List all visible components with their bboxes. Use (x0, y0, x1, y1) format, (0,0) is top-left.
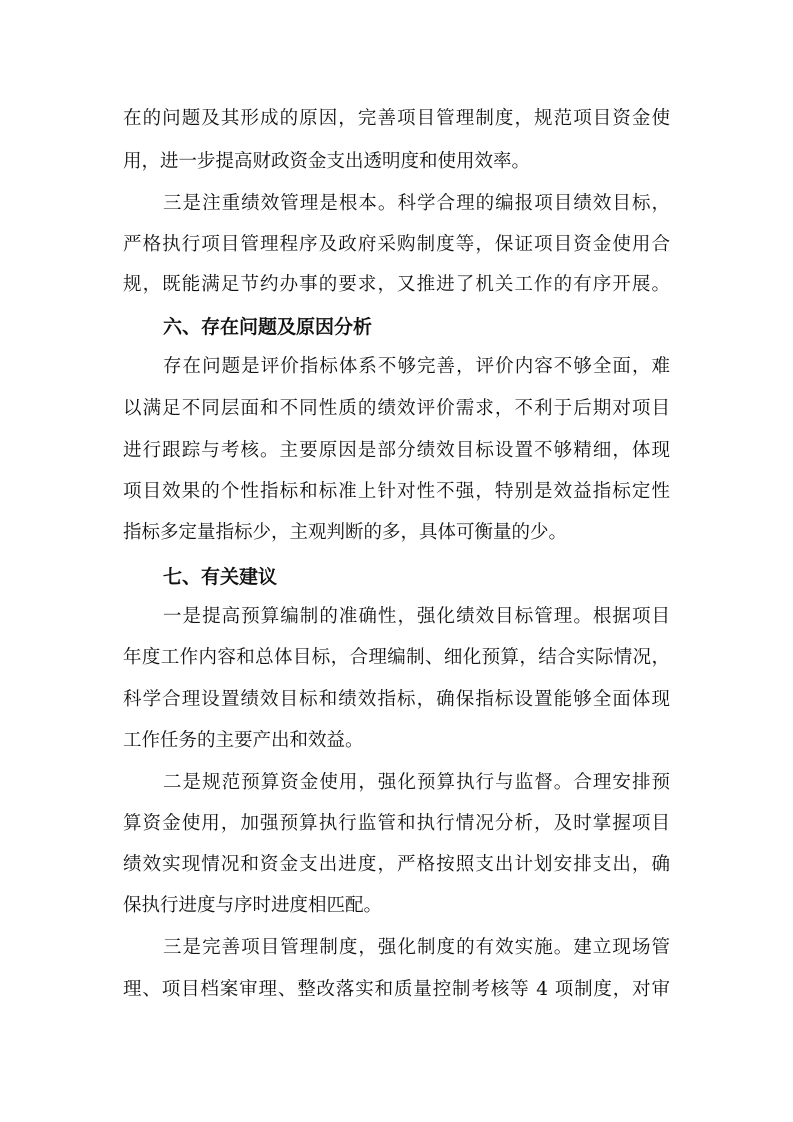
paragraph-line: 以满足不同层面和不同性质的绩效评价需求，不利于后期对项目 (123, 398, 670, 419)
paragraph-line: 三是完善项目管理制度，强化制度的有效实施。建立现场管 (163, 937, 670, 958)
paragraph-line: 指标多定量指标少，主观判断的多，具体可衡量的少。 (123, 522, 568, 543)
paragraph-line: 在的问题及其形成的原因，完善项目管理制度，规范项目资金使 (123, 108, 670, 129)
paragraph-line: 科学合理设置绩效目标和绩效指标，确保指标设置能够全面体现 (123, 689, 670, 710)
paragraph-line: 保执行进度与序时进度相匹配。 (123, 895, 383, 916)
paragraph-line: 规，既能满足节约办事的要求，又推进了机关工作的有序开展。 (123, 274, 670, 295)
paragraph-line: 工作任务的主要产出和效益。 (123, 730, 364, 751)
paragraph-line: 年度工作内容和总体目标，合理编制、细化预算，结合实际情况， (123, 647, 670, 668)
paragraph-line: 算资金使用，加强预算执行监管和执行情况分析，及时掌握项目 (123, 813, 670, 834)
section-heading: 六、存在问题及原因分析 (163, 316, 373, 338)
paragraph-line: 二是规范预算资金使用，强化预算执行与监督。合理安排预 (163, 772, 670, 793)
paragraph-line: 项目效果的个性指标和标准上针对性不强，特别是效益指标定性 (123, 481, 670, 502)
paragraph-line: 进行跟踪与考核。主要原因是部分绩效目标设置不够精细，体现 (123, 440, 670, 461)
section-heading: 七、有关建议 (163, 566, 278, 588)
paragraph-line: 存在问题是评价指标体系不够完善，评价内容不够全面，难 (163, 356, 670, 377)
paragraph-line: 三是注重绩效管理是根本。科学合理的编报项目绩效目标， (163, 193, 670, 214)
paragraph-line: 理、项目档案审理、整改落实和质量控制考核等 4 项制度，对审 (123, 979, 670, 1000)
paragraph-line: 绩效实现情况和资金支出进度，严格按照支出计划安排支出，确 (123, 854, 670, 875)
paragraph-line: 用，进一步提高财政资金支出透明度和使用效率。 (123, 151, 531, 172)
paragraph-line: 严格执行项目管理程序及政府采购制度等，保证项目资金使用合 (123, 234, 670, 255)
paragraph-line: 一是提高预算编制的准确性，强化绩效目标管理。根据项目 (163, 606, 670, 627)
